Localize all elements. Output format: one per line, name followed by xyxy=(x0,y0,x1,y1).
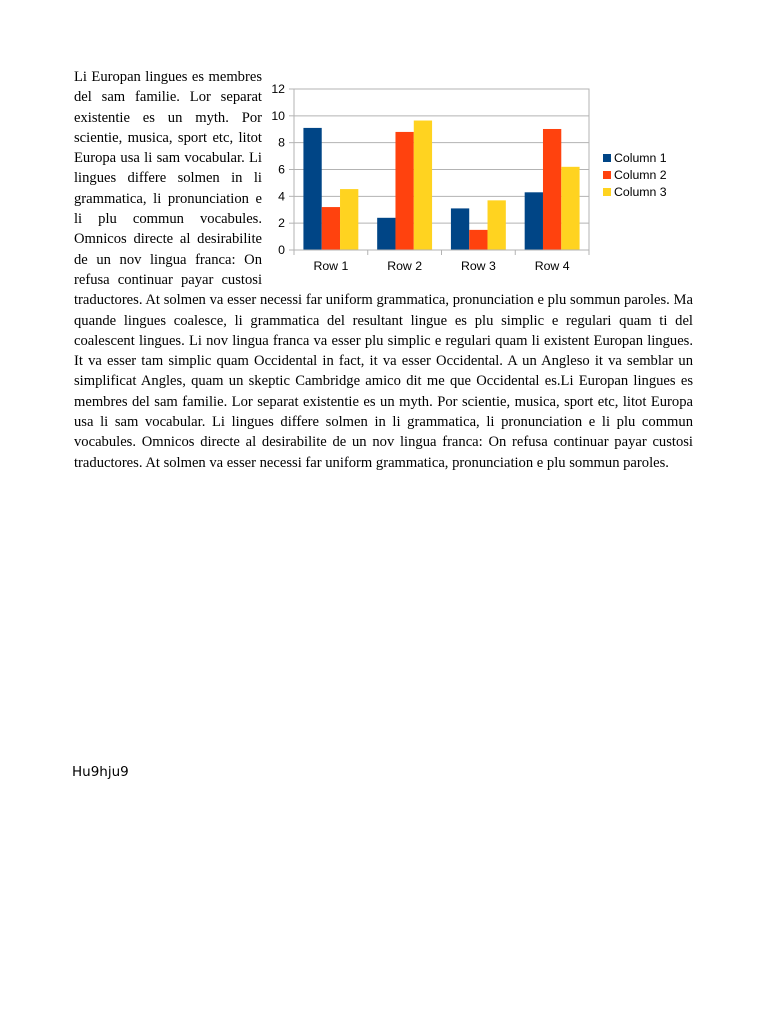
x-tick-label: Row 1 xyxy=(313,259,349,273)
footer-text: Hu9hju9 xyxy=(72,764,129,780)
legend-label: Column 2 xyxy=(614,168,667,182)
y-tick-label: 12 xyxy=(271,82,285,96)
legend-label: Column 1 xyxy=(614,151,667,165)
x-tick-label: Row 2 xyxy=(387,259,423,273)
bar xyxy=(340,189,358,250)
legend-swatch xyxy=(603,154,611,162)
body-paragraph: Li Europan lingues es membres del sam familie. Lor separat existentie es un myth. Por scientie, musica, sport etc, litot Europa usa li sam vocabular. Li lingues differe solmen in li grammatica, li pronunciation e li plu commun vocabules. Omnicos directe al desirabilite de un nov lingua franca: On refusa continuar payar custosi traductores. At solmen va esser necessi far uniform grammatica, pronunciation e plu sommun paroles. Ma quande lingues coalesce, li grammatica del resultant lingue es plu simplic e regulari quam ti del coalescent lingues. Li nov lingua franca va esser plu simplic e regulari quam li existent Europan lingues. It va esser tam simplic quam Occidental in fact, it va esser Occidental. A un Angleso it va semblar un simplificat Angles, quam un skeptic Cambridge amico dit me que Occidental es.Li Europan lingues es membres del sam familie. Lor separat existentie es un myth. Por scientie, musica, sport etc, litot Europa usa li sam vocabular. Li lingues differe solmen in li grammatica, li pronunciation e li plu commun vocabules. Omnicos directe al desirabilite de un nov lingua franca: On refusa continuar payar custosi traductores. At solmen va esser necessi far uniform grammatica, pronunciation e plu sommun paroles. xyxy=(74,69,693,471)
legend-swatch xyxy=(603,188,611,196)
bar xyxy=(377,218,395,250)
body-text-block xyxy=(74,67,693,473)
y-tick-label: 10 xyxy=(271,108,285,123)
bar xyxy=(322,207,340,250)
bar xyxy=(561,167,579,250)
bar xyxy=(543,129,561,250)
bar xyxy=(395,132,413,250)
y-tick-label: 4 xyxy=(278,189,285,204)
bar-chart xyxy=(268,67,728,280)
bar xyxy=(303,128,321,250)
legend-swatch xyxy=(603,171,611,179)
bar xyxy=(414,121,432,250)
chart-container xyxy=(268,67,728,280)
bar xyxy=(488,200,506,250)
y-tick-label: 0 xyxy=(278,243,285,257)
x-tick-label: Row 4 xyxy=(534,259,570,273)
legend-label: Column 3 xyxy=(614,185,667,199)
y-tick-label: 2 xyxy=(278,216,285,231)
y-tick-label: 6 xyxy=(278,162,285,177)
x-tick-label: Row 3 xyxy=(460,259,496,273)
bar xyxy=(525,192,543,250)
bar xyxy=(451,208,469,250)
bar xyxy=(469,230,487,250)
y-tick-label: 8 xyxy=(278,135,285,150)
